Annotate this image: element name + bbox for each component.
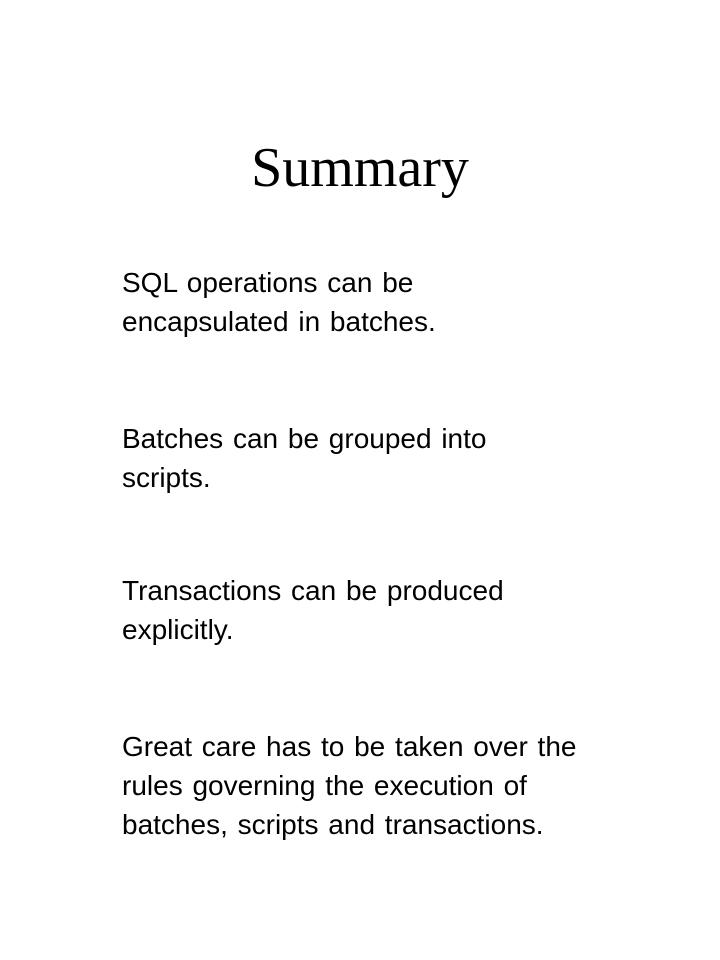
summary-point-1 xyxy=(122,263,662,341)
summary-point-4 xyxy=(122,727,662,844)
slide-title: Summary xyxy=(251,137,469,199)
summary-point-2 xyxy=(122,419,662,497)
summary-point-line: explicitly. xyxy=(122,614,234,645)
summary-point-3 xyxy=(122,571,662,649)
summary-point-line: rules governing the execution of xyxy=(122,770,527,801)
summary-point-line: Batches can be grouped into xyxy=(122,423,487,454)
summary-point-line: Transactions can be produced xyxy=(122,575,504,606)
summary-point-line: SQL operations can be xyxy=(122,267,414,298)
summary-point-line: encapsulated in batches. xyxy=(122,306,436,337)
summary-point-line: batches, scripts and transactions. xyxy=(122,809,544,840)
summary-point-line: Great care has to be taken over the xyxy=(122,731,577,762)
summary-point-line: scripts. xyxy=(122,462,211,493)
